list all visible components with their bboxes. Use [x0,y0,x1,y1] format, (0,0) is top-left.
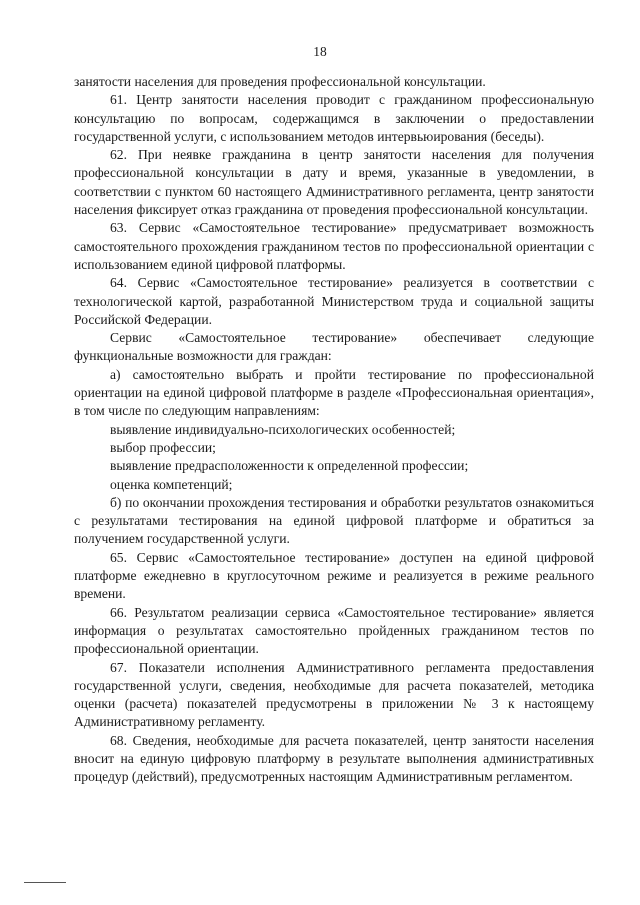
paragraph-service-functions: Сервис «Самостоятельное тестирование» обеспечивает следующие функциональные возможности для граждан: [74,330,594,364]
footer-divider [24,882,66,883]
paragraph-item-a: а) самостоятельно выбрать и пройти тестирование по профессиональной ориентации на единой цифровой платформе в разделе «Профессиональная ориентация», в том числе по следующим направлениям: [74,366,594,419]
page-number: 18 [313,44,327,59]
list-item: выбор профессии; [110,439,216,455]
paragraph-65: 65. Сервис «Самостоятельное тестирование» доступен на единой цифровой платформе ежедневно в круглосуточном режиме и реализуется в режиме реального времени. [74,549,594,602]
paragraph-68: 68. Сведения, необходимые для расчета показателей, центр занятости населения вносит на единую цифровую платформу в результате выполнения административных процедур (действий), предусмотренных настоящим Административным регламентом. [74,732,594,785]
paragraph-64: 64. Сервис «Самостоятельное тестирование» реализуется в соответствии с технологической картой, разработанной Министерством труда и социальной защиты Российской Федерации. [74,275,594,327]
paragraph-61: 61. Центр занятости населения проводит с гражданином профессиональную консультацию по вопросам, содержащимся в заключении о предоставлении государственной услуги, с использованием методов интервьюирования (беседы). [74,92,594,144]
list-item: выявление предрасположенности к определенной профессии; [110,458,469,474]
paragraph-item-b: б) по окончании прохождения тестирования и обработки результатов ознакомиться с результатами тестирования на единой цифровой платформе и обратиться за получением государственной услуги. [74,494,594,547]
paragraph-63: 63. Сервис «Самостоятельное тестирование» предусматривает возможность самостоятельного прохождения гражданином тестов по профессиональной ориентации с использованием единой цифровой платформы. [74,220,594,272]
paragraph-67: 67. Показатели исполнения Административного регламента предоставления государственной услуги, сведения, необходимые для расчета показателей, методика оценки (расчета) показателей предусмотрены в приложении № 3 к настоящему Административному регламенту. [74,659,594,730]
list-item: оценка компетенций; [110,476,233,492]
list-item: выявление индивидуально-психологических особенностей; [110,421,456,437]
paragraph-66: 66. Результатом реализации сервиса «Самостоятельное тестирование» является информация о результатах самостоятельно пройденных гражданином тестов по профессиональной ориентации. [74,604,594,657]
paragraph-continuation: занятости населения для проведения профессиональной консультации. [74,74,486,89]
paragraph-62: 62. При неявке гражданина в центр занятости населения для получения профессиональной консультации в дату и время, указанные в уведомлении, в соответствии с пунктом 60 настоящего Административного регламента, центр занятости населения фиксирует отказ гражданина от проведения профессиональной консультации. [74,147,594,218]
document-body [74,73,594,787]
